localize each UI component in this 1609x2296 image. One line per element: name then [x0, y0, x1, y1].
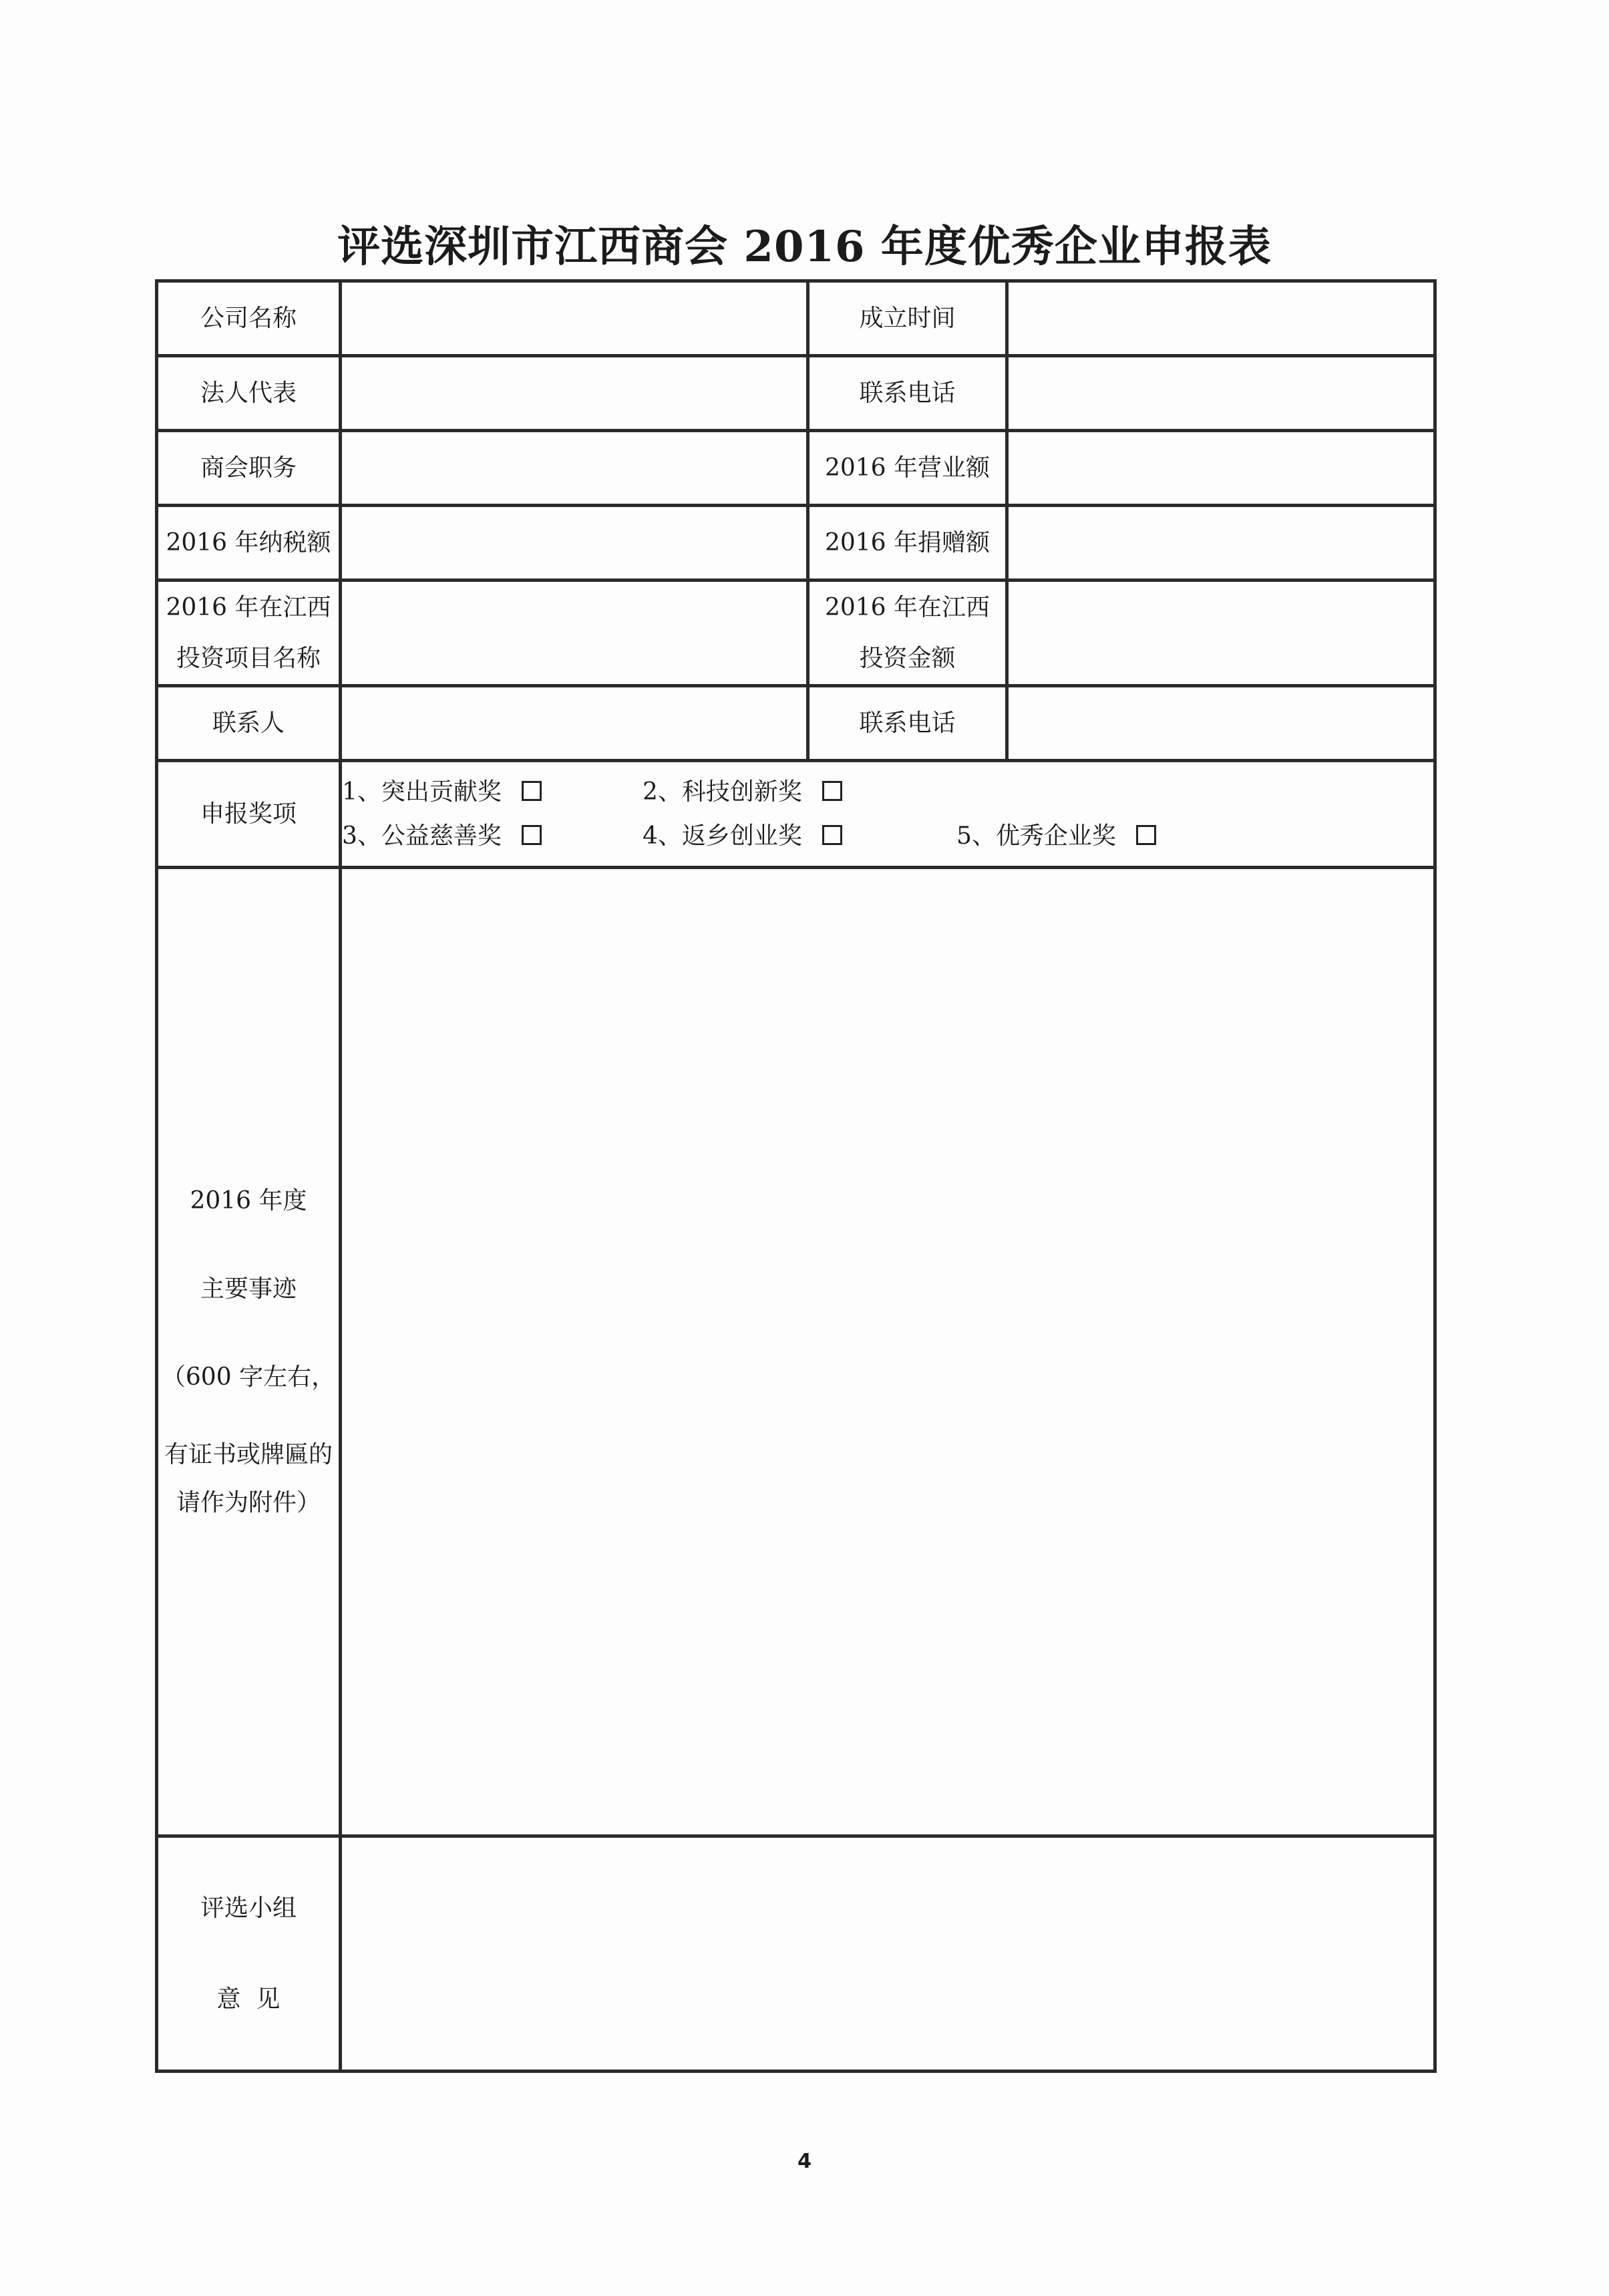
company-name-field[interactable] — [341, 281, 808, 356]
main-deeds-field[interactable] — [341, 868, 1435, 1836]
project-name-label — [157, 581, 341, 686]
review-opinion-field[interactable] — [341, 1836, 1435, 2072]
founded-field[interactable] — [1007, 281, 1435, 356]
application-form-table — [155, 279, 1437, 2073]
investment-amount-label — [808, 581, 1007, 686]
chamber-role-label: 商会职务 — [157, 431, 341, 506]
award-option-3-label: 3、公益慈善奖 — [342, 822, 502, 850]
review-opinion-label-line2: 意 见 — [216, 1985, 281, 2013]
awards-options — [341, 761, 1435, 868]
phone-field[interactable] — [1007, 356, 1435, 431]
main-deeds-label-line3: （600 字左右， — [161, 1363, 336, 1391]
main-deeds-label-line2: 主要事迹 — [200, 1275, 297, 1303]
company-name-label: 公司名称 — [157, 281, 341, 356]
legal-rep-label: 法人代表 — [157, 356, 341, 431]
phone-label: 联系电话 — [808, 356, 1007, 431]
project-name-label-line2: 投资项目名称 — [176, 644, 321, 672]
award-option-2-label: 2、科技创新奖 — [643, 778, 802, 806]
contact-field[interactable] — [341, 686, 808, 761]
award-option-4[interactable] — [643, 814, 956, 858]
investment-amount-label-line2: 投资金额 — [859, 644, 956, 672]
awards-line-2 — [342, 814, 1433, 858]
awards-line-1 — [342, 770, 1433, 814]
main-deeds-label-line5: 请作为附件） — [176, 1488, 321, 1516]
legal-rep-field[interactable] — [341, 356, 808, 431]
checkbox-icon[interactable] — [1136, 825, 1156, 845]
chamber-role-field[interactable] — [341, 431, 808, 506]
award-option-5-label: 5、优秀企业奖 — [956, 822, 1116, 850]
contact-phone-field[interactable] — [1007, 686, 1435, 761]
contact-label: 联系人 — [157, 686, 341, 761]
checkbox-icon[interactable] — [522, 825, 542, 845]
checkbox-icon[interactable] — [822, 781, 842, 801]
review-opinion-label-line1: 评选小组 — [200, 1894, 297, 1922]
main-deeds-label-line1: 2016 年度 — [190, 1186, 307, 1214]
revenue-label: 2016 年营业额 — [808, 431, 1007, 506]
donation-label: 2016 年捐赠额 — [808, 506, 1007, 581]
award-option-3[interactable] — [342, 814, 643, 858]
review-opinion-label — [157, 1836, 341, 2072]
founded-label: 成立时间 — [808, 281, 1007, 356]
tax-field[interactable] — [341, 506, 808, 581]
award-option-2[interactable] — [643, 770, 956, 814]
donation-field[interactable] — [1007, 506, 1435, 581]
award-option-1[interactable] — [342, 770, 643, 814]
form-title: 评选深圳市江西商会 2016 年度优秀企业申报表 — [337, 222, 1272, 272]
checkbox-icon[interactable] — [822, 825, 842, 845]
main-deeds-label — [157, 868, 341, 1836]
checkbox-icon[interactable] — [522, 781, 542, 801]
page-number: 4 — [797, 2150, 812, 2173]
revenue-field[interactable] — [1007, 431, 1435, 506]
project-name-label-line1: 2016 年在江西 — [166, 593, 331, 621]
investment-amount-label-line1: 2016 年在江西 — [824, 593, 991, 621]
contact-phone-label: 联系电话 — [808, 686, 1007, 761]
award-option-1-label: 1、突出贡献奖 — [342, 778, 502, 806]
project-name-field[interactable] — [341, 581, 808, 686]
award-option-5[interactable] — [956, 814, 1156, 858]
investment-amount-field[interactable] — [1007, 581, 1435, 686]
award-option-4-label: 4、返乡创业奖 — [643, 822, 802, 850]
main-deeds-label-line4: 有证书或牌匾的 — [164, 1440, 333, 1468]
tax-label: 2016 年纳税额 — [157, 506, 341, 581]
awards-label: 申报奖项 — [157, 761, 341, 868]
